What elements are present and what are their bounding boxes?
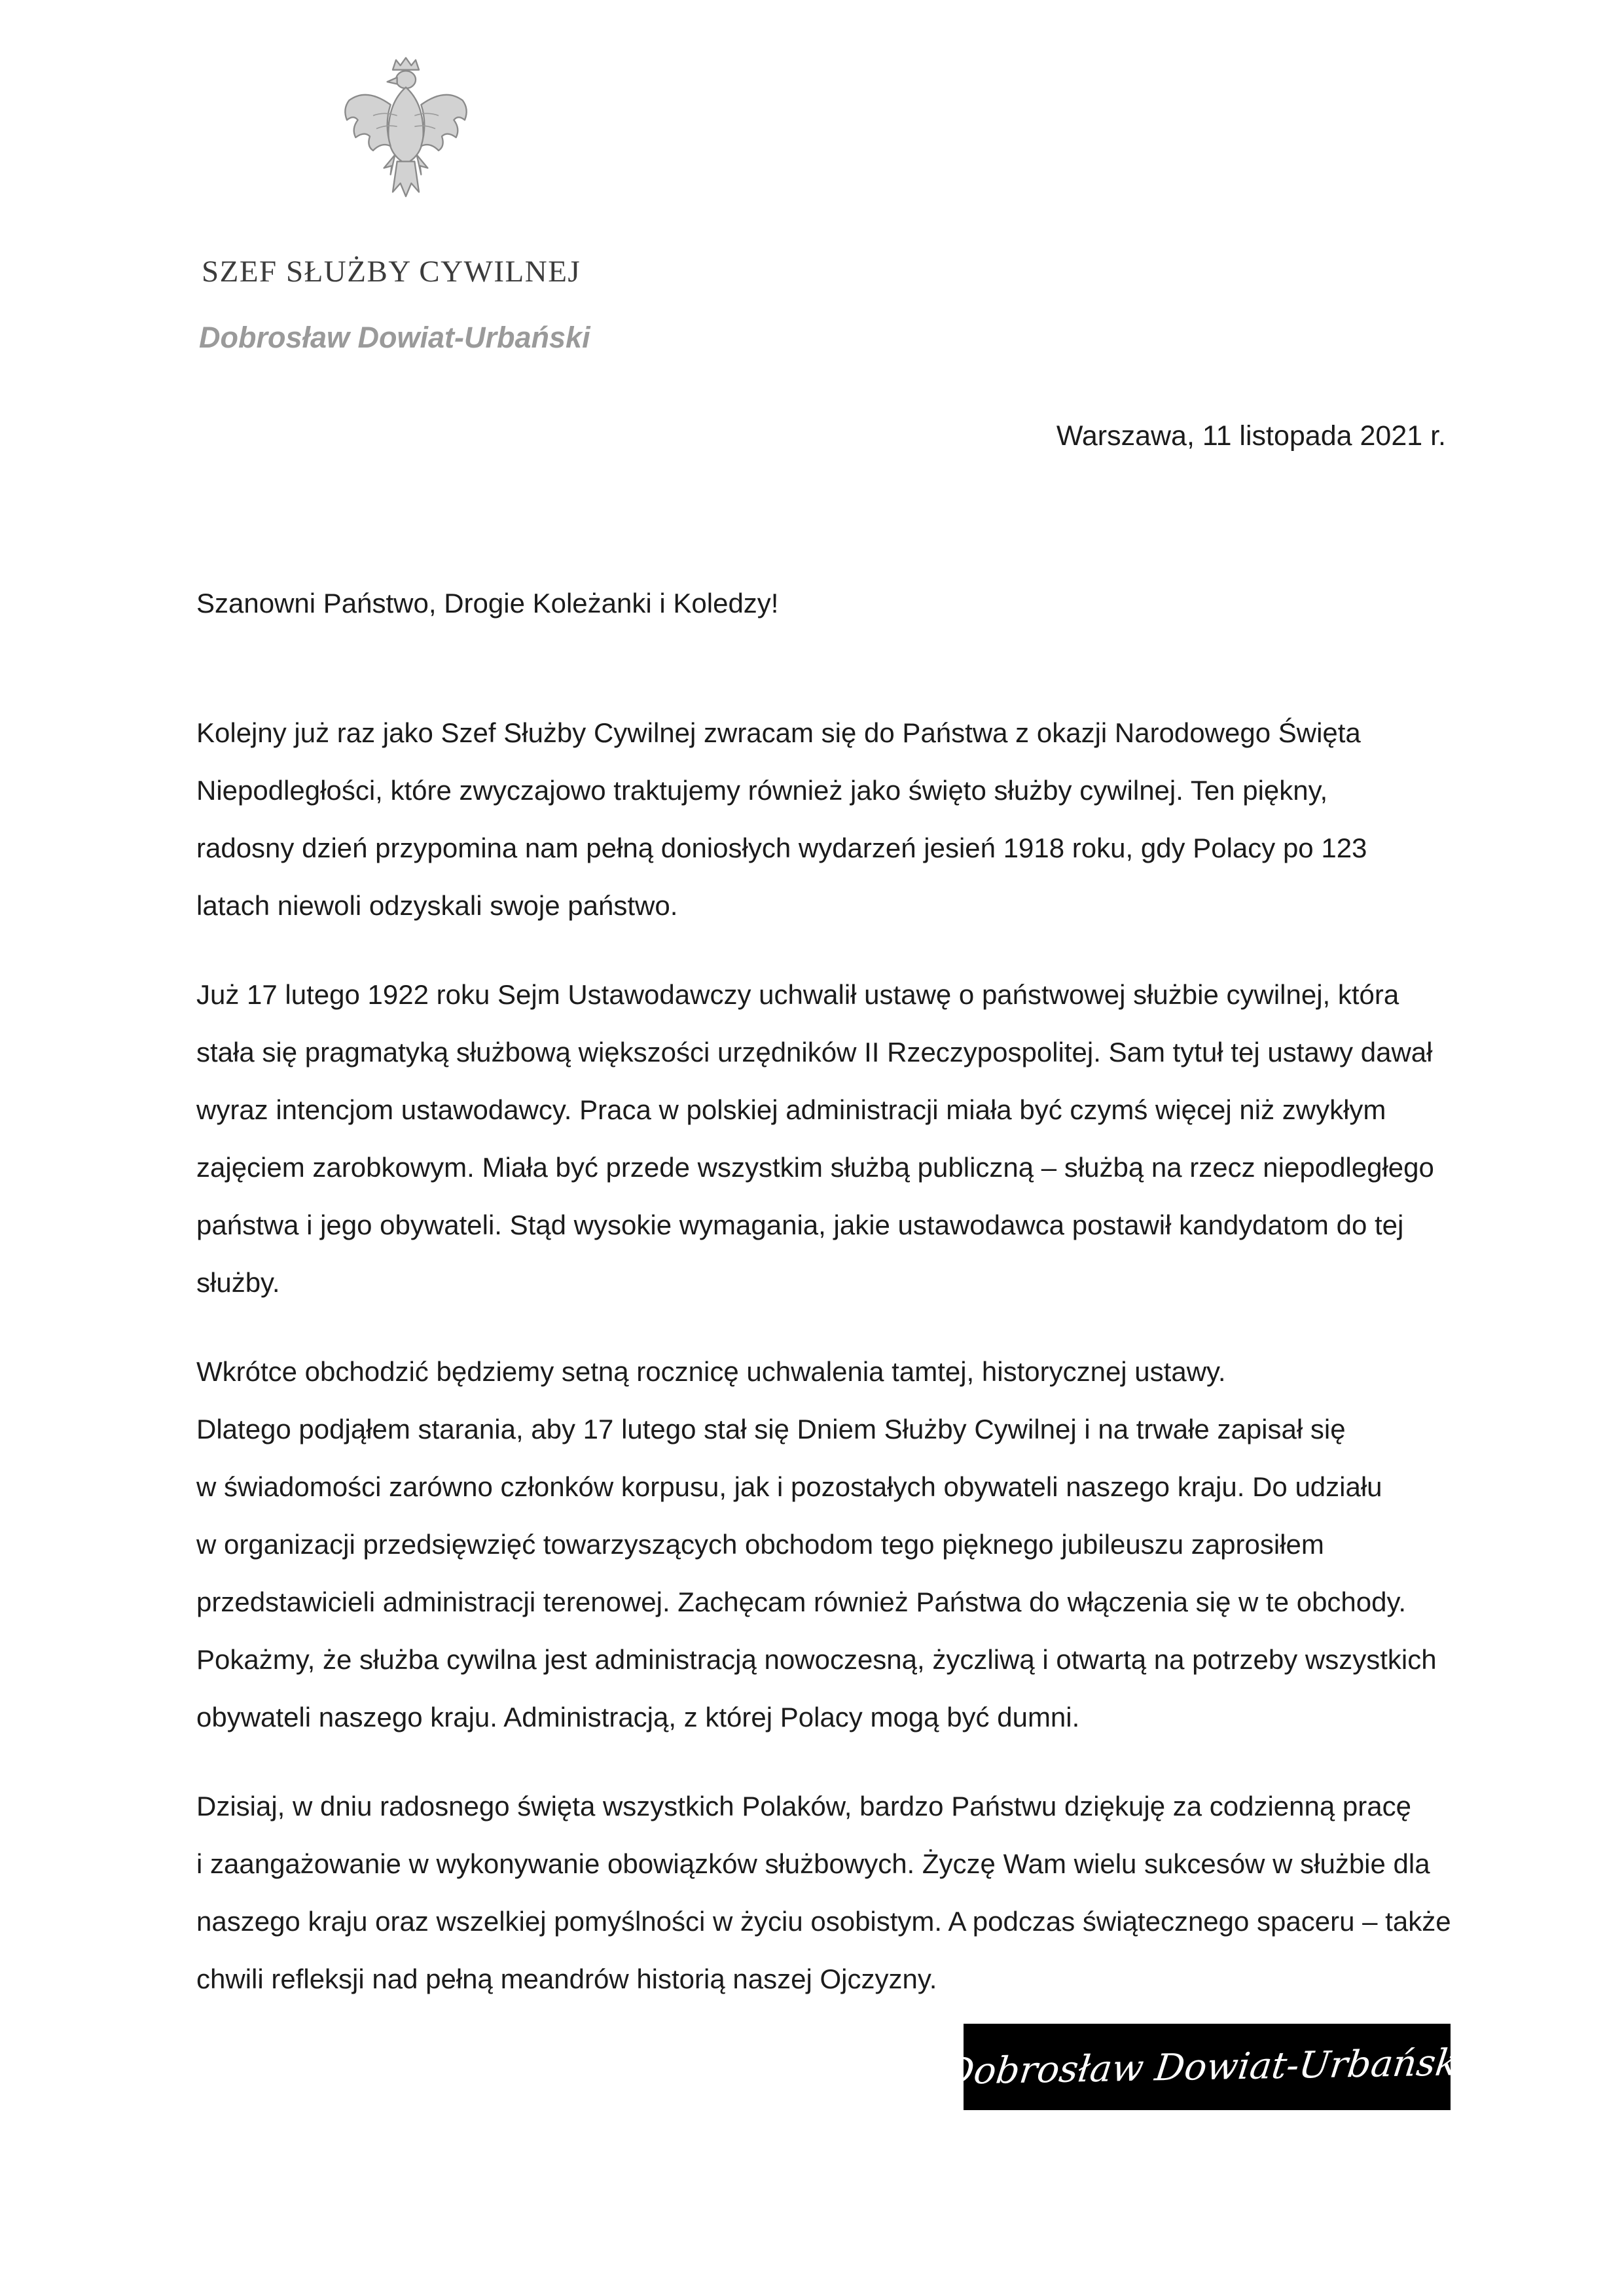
paragraph-4	[196, 1778, 1460, 2008]
letter-paragraphs	[196, 704, 1460, 2008]
paragraph-line: Dlatego podjąłem starania, aby 17 lutego stał się Dniem Służby Cywilnej i na trwałe zapisał się	[196, 1414, 1346, 1444]
signature-block	[942, 2024, 1472, 2110]
letterhead-signer-name: Dobrosław Dowiat-Urbański	[199, 321, 590, 354]
paragraph-line: chwili refleksji nad pełną meandrów historią naszej Ojczyzny.	[196, 1964, 937, 1994]
paragraph-line: Już 17 lutego 1922 roku Sejm Ustawodawczy uchwalił ustawę o państwowej służbie cywilnej, która	[196, 979, 1399, 1010]
paragraph-2	[196, 966, 1460, 1312]
paragraph-line: naszego kraju oraz wszelkiej pomyślności w życiu osobistym. A podczas świątecznego spaceru – także	[196, 1906, 1451, 1937]
paragraph-line: w świadomości zarówno członków korpusu, jak i pozostałych obywateli naszego kraju. Do udziału	[196, 1471, 1382, 1502]
paragraph-line: radosny dzień przypomina nam pełną doniosłych wydarzeń jesień 1918 roku, gdy Polacy po 123	[196, 833, 1367, 863]
paragraph-line: Kolejny już raz jako Szef Służby Cywilnej zwracam się do Państwa z okazji Narodowego Święta	[196, 717, 1361, 748]
letterhead-org-title: SZEF SŁUŻBY CYWILNEJ	[202, 255, 581, 289]
handwritten-signature: Dobrosław Dowiat-Urbański	[942, 2041, 1472, 2093]
paragraph-3	[196, 1343, 1460, 1746]
paragraph-line: Niepodległości, które zwyczajowo traktujemy również jako święto służby cywilnej. Ten piękny,	[196, 775, 1328, 806]
paragraph-line: służby.	[196, 1267, 280, 1298]
paragraph-line: przedstawicieli administracji terenowej. Zachęcam również Państwa do włączenia się w te obchody.	[196, 1587, 1407, 1617]
letter-body	[196, 575, 1460, 2039]
paragraph-1	[196, 704, 1460, 935]
polish-eagle-emblem-icon	[340, 52, 471, 209]
paragraph-line: Dzisiaj, w dniu radosnego święta wszystkich Polaków, bardzo Państwu dziękuję za codzienną pracę	[196, 1791, 1411, 1821]
paragraph-line: Wkrótce obchodzić będziemy setną rocznicę uchwalenia tamtej, historycznej ustawy.	[196, 1356, 1226, 1387]
paragraph-line: wyraz intencjom ustawodawcy. Praca w polskiej administracji miała być czymś więcej niż zwykłym	[196, 1094, 1386, 1125]
paragraph-line: Pokażmy, że służba cywilna jest administracją nowoczesną, życzliwą i otwartą na potrzeby wszystkich	[196, 1644, 1437, 1675]
paragraph-line: państwa i jego obywateli. Stąd wysokie wymagania, jakie ustawodawca postawił kandydatom do tej	[196, 1210, 1404, 1240]
paragraph-line: zajęciem zarobkowym. Miała być przede wszystkim służbą publiczną – służbą na rzecz niepodległego	[196, 1152, 1434, 1183]
paragraph-line: latach niewoli odzyskali swoje państwo.	[196, 890, 678, 921]
salutation: Szanowni Państwo, Drogie Koleżanki i Koledzy!	[196, 588, 779, 619]
paragraph-line: i zaangażowanie w wykonywanie obowiązków służbowych. Życzę Wam wielu sukcesów w służbie dla	[196, 1848, 1430, 1879]
paragraph-line: stała się pragmatyką służbową większości urzędników II Rzeczypospolitej. Sam tytuł tej ustawy dawał	[196, 1037, 1433, 1067]
paragraph-line: w organizacji przedsięwzięć towarzyszących obchodom tego pięknego jubileuszu zaprosiłem	[196, 1529, 1324, 1560]
date-line: Warszawa, 11 listopada 2021 r.	[1056, 420, 1446, 452]
paragraph-line: obywateli naszego kraju. Administracją, z której Polacy mogą być dumni.	[196, 1702, 1080, 1732]
